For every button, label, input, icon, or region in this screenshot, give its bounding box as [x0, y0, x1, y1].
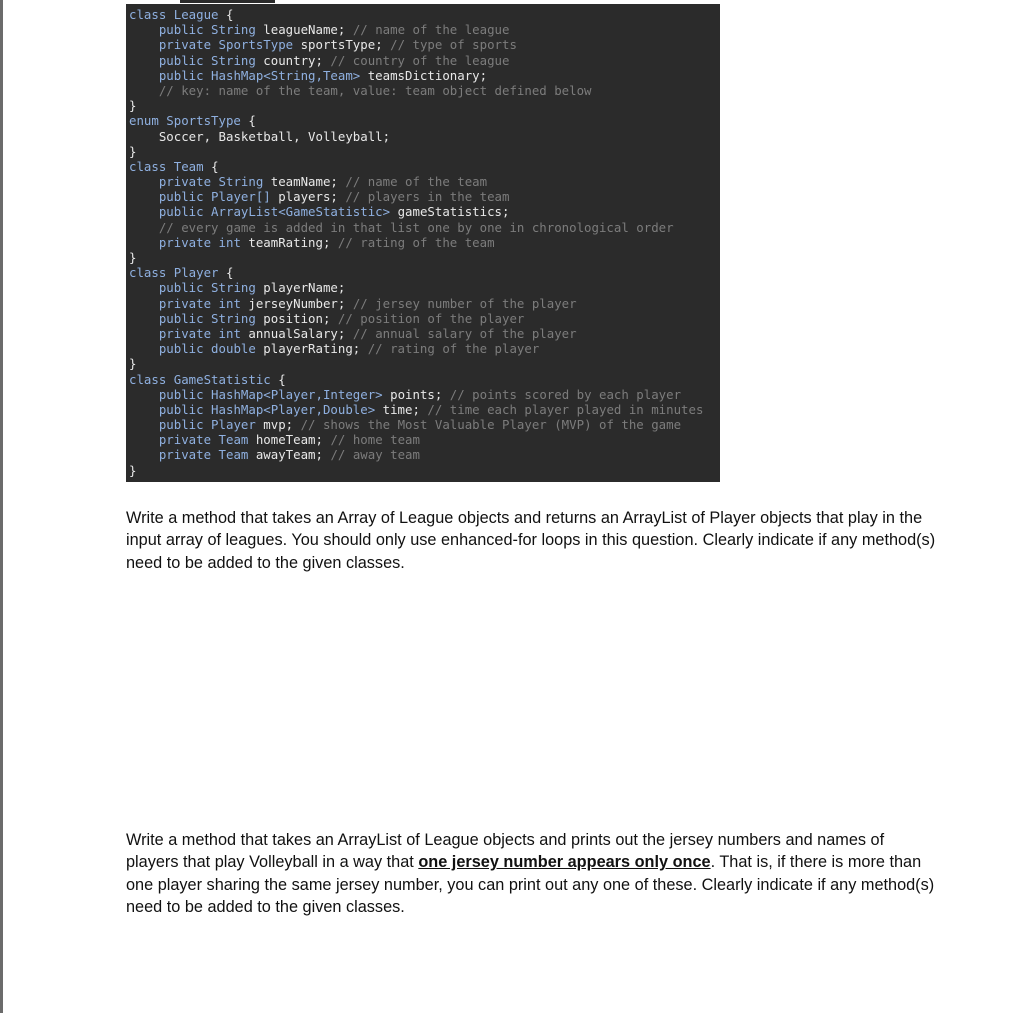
code-token: // annual salary of the player — [352, 325, 577, 341]
code-token — [129, 68, 159, 83]
code-token: jerseyNumber; — [248, 295, 353, 311]
code-token — [129, 417, 159, 432]
code-token: public Player[] — [158, 189, 279, 205]
code-token: public HashMap<Player,Integer> — [158, 386, 391, 402]
code-line — [129, 356, 720, 371]
code-line — [129, 7, 720, 22]
code-token: class GameStatistic — [129, 371, 279, 387]
code-line — [129, 83, 720, 98]
code-token: leagueName; — [263, 22, 353, 38]
question-2-emphasis: one jersey number appears only once — [418, 853, 711, 872]
code-token: // home team — [330, 432, 420, 448]
code-line — [129, 204, 720, 219]
code-line — [129, 174, 720, 189]
code-token: // name of the league — [352, 22, 510, 38]
code-token: points; — [390, 386, 450, 402]
code-token: private String — [158, 174, 271, 190]
code-line — [129, 144, 720, 159]
code-token: enum SportsType — [129, 113, 249, 129]
code-line — [129, 37, 720, 52]
code-token: } — [129, 250, 137, 265]
code-token — [129, 387, 159, 402]
code-token: time; — [382, 401, 428, 417]
code-token: private SportsType — [158, 37, 301, 53]
code-token: class Player — [129, 265, 226, 281]
code-line — [129, 22, 720, 37]
code-token: sportsType; — [300, 37, 391, 53]
code-token — [129, 311, 159, 326]
code-token: // country of the league — [330, 52, 510, 68]
code-line — [129, 432, 720, 447]
code-token: public HashMap<Player,Double> — [158, 401, 383, 417]
code-block — [126, 4, 720, 482]
code-token: private Team — [158, 432, 256, 448]
code-token: { — [211, 158, 219, 174]
code-line — [129, 189, 720, 204]
code-token — [129, 296, 159, 311]
code-token — [129, 37, 159, 52]
code-token: players; — [278, 189, 346, 205]
code-token: private int — [158, 234, 249, 250]
code-token: gameStatistics; — [397, 204, 510, 220]
code-token — [129, 189, 159, 204]
code-token — [129, 341, 159, 356]
code-line — [129, 53, 720, 68]
code-line — [129, 387, 720, 402]
question-2-text-after: . That is, if there is more than one player sharing the same jersey number, you can print out any one of these. Clearly indicate if any method(s) need to be added to the given classes. — [126, 853, 935, 916]
code-token: public String — [158, 22, 264, 38]
code-token: // key: name of the team, value: team object defined below — [158, 82, 592, 98]
question-1-text: Write a method that takes an Array of League objects and returns an ArrayList of Player objects that play in the input array of leagues. You should only use enhanced-for loops in this question. Clearly indicate if any method(s) need to be added to the given classes. — [126, 509, 936, 572]
cropped-text-fragment — [180, 0, 275, 3]
code-token: teamName; — [270, 174, 346, 190]
code-token — [129, 129, 159, 144]
code-token: // type of sports — [390, 37, 517, 53]
code-token: { — [248, 113, 256, 129]
code-line — [129, 341, 720, 356]
code-line — [129, 326, 720, 341]
question-2 — [126, 829, 936, 918]
code-token: private int — [158, 295, 249, 311]
code-token: // every game is added in that list one by one in chronological order — [158, 219, 674, 235]
code-token: { — [278, 371, 286, 387]
code-token: position; — [263, 310, 338, 326]
code-token — [129, 235, 159, 250]
code-token — [129, 220, 159, 235]
code-line — [129, 113, 720, 128]
code-token: // position of the player — [337, 310, 525, 326]
code-token — [129, 174, 159, 189]
code-token: teamsDictionary; — [367, 67, 488, 83]
code-token — [129, 22, 159, 37]
code-token: // rating of the player — [367, 341, 540, 357]
code-line — [129, 463, 720, 478]
code-line — [129, 98, 720, 113]
code-token — [129, 83, 159, 98]
code-line — [129, 235, 720, 250]
code-token: // time each player played in minutes — [427, 401, 704, 417]
code-line — [129, 250, 720, 265]
code-token: // rating of the team — [337, 234, 495, 250]
code-token — [129, 204, 159, 219]
code-token: } — [129, 98, 137, 114]
code-token: class League — [129, 7, 226, 22]
code-token: teamRating; — [248, 234, 338, 250]
code-token: // name of the team — [345, 174, 488, 190]
code-token: mvp; — [263, 417, 301, 433]
code-token: private Team — [158, 447, 256, 463]
question-1 — [126, 507, 936, 574]
code-token: country; — [263, 52, 331, 68]
code-token: { — [225, 7, 234, 22]
code-token: { — [225, 265, 234, 281]
code-token: awayTeam; — [255, 447, 331, 463]
code-line — [129, 372, 720, 387]
code-token: // jersey number of the player — [352, 295, 577, 311]
code-line — [129, 280, 720, 295]
code-token: } — [129, 462, 137, 478]
code-token: annualSalary; — [248, 325, 353, 341]
code-line — [129, 447, 720, 462]
code-token: } — [129, 356, 137, 372]
code-line — [129, 265, 720, 280]
code-token — [129, 280, 159, 295]
code-token: playerRating; — [263, 341, 368, 357]
code-line — [129, 417, 720, 432]
code-line — [129, 311, 720, 326]
code-line — [129, 68, 720, 83]
code-token: public String — [158, 310, 264, 326]
code-line — [129, 159, 720, 174]
code-token: // away team — [330, 447, 420, 463]
code-token: Soccer, Basketball, Volleyball; — [158, 128, 391, 144]
code-token: } — [129, 143, 137, 159]
code-token: class Team — [129, 158, 212, 174]
code-token: // players in the team — [345, 189, 510, 205]
code-line — [129, 296, 720, 311]
code-token: public ArrayList<GameStatistic> — [158, 204, 398, 220]
code-token: // shows the Most Valuable Player (MVP) of the game — [300, 417, 682, 433]
code-token: public String — [158, 52, 264, 68]
code-token: public HashMap<String,Team> — [158, 67, 368, 83]
code-token — [129, 402, 159, 417]
code-line — [129, 129, 720, 144]
code-token: public String — [158, 280, 264, 296]
code-line — [129, 402, 720, 417]
code-token: // points scored by each player — [449, 386, 682, 402]
code-token: playerName; — [263, 280, 346, 296]
code-token: private int — [158, 325, 249, 341]
code-token — [129, 53, 159, 68]
code-token: homeTeam; — [255, 432, 331, 448]
page-edge — [0, 0, 3, 1013]
code-token — [129, 432, 159, 447]
code-token — [129, 326, 159, 341]
question-2-text-before: Write a method that takes an ArrayList of League objects and prints out the jersey numbers and names of players that play Volleyball in a way that — [126, 831, 885, 872]
code-line — [129, 220, 720, 235]
code-token — [129, 447, 159, 462]
code-token: public double — [158, 341, 264, 357]
code-token: public Player — [158, 417, 264, 433]
